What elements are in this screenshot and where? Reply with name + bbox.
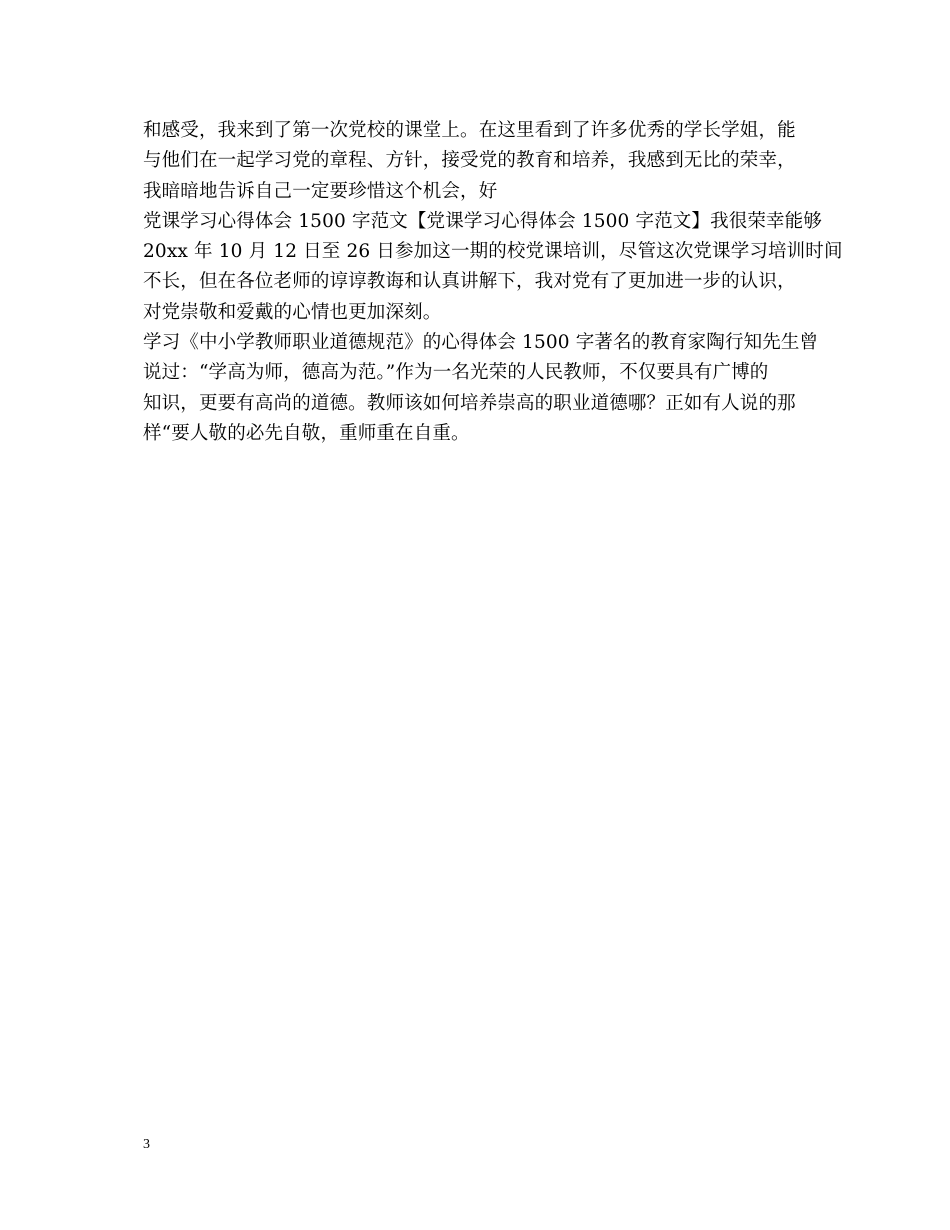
text-line: 我暗暗地告诉自己一定要珍惜这个机会，好 xyxy=(143,180,498,202)
text-line: 知识，更要有高尚的道德。教师该如何培养崇高的职业道德哪？正如有人说的那 xyxy=(143,392,796,414)
text-line: 20xx 年 10 月 12 日至 26 日参加这一期的校党课培训，尽管这次党课学习培训时间 xyxy=(143,241,843,263)
text-line: 样“要人敬的必先自敬，重师重在自重。 xyxy=(143,422,470,444)
document-body xyxy=(143,116,843,449)
text-line: 与他们在一起学习党的章程、方针，接受党的教育和培养，我感到无比的荣幸， xyxy=(143,150,796,172)
page-number: 3 xyxy=(143,1137,150,1152)
text-line: 党课学习心得体会 1500 字范文【党课学习心得体会 1500 字范文】我很荣幸能够 xyxy=(143,210,822,232)
text-line: 不长，但在各位老师的谆谆教诲和认真讲解下，我对党有了更加进一步的认识， xyxy=(143,271,796,293)
text-line: 学习《中小学教师职业道德规范》的心得体会 1500 字著名的教育家陶行知先生曾 xyxy=(143,332,819,354)
text-line: 和感受，我来到了第一次党校的课堂上。在这里看到了许多优秀的学长学姐，能 xyxy=(143,120,796,141)
text-line: 说过：“学高为师，德高为范。”作为一名光荣的人民教师，不仅要具有广博的 xyxy=(143,362,769,384)
text-line: 对党崇敬和爱戴的心情也更加深刻。 xyxy=(143,301,442,323)
